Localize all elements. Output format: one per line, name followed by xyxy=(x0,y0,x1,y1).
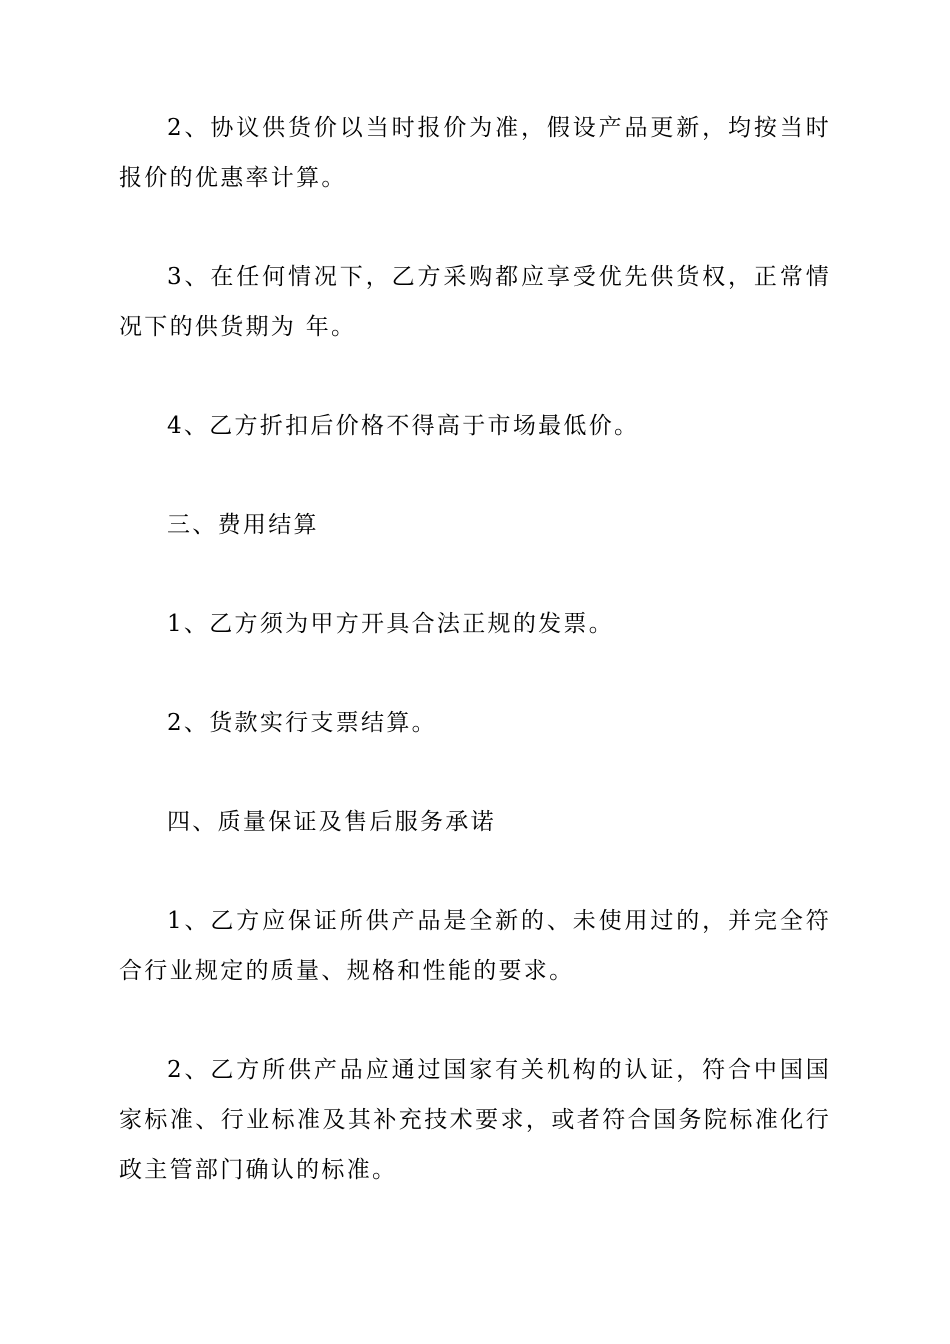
section-heading-quality: 四、质量保证及售后服务承诺 xyxy=(167,809,496,835)
paragraph-discount-price: 4、乙方折扣后价格不得高于市场最低价。 xyxy=(167,413,640,439)
paragraph-price-basis: 2、协议供货价以当时报价为准，假设产品更新，均按当时报价的优惠率计算。 xyxy=(119,115,831,191)
paragraph-supply-priority: 3、在任何情况下，乙方采购都应享受优先供货权，正常情况下的供货期为 年。 xyxy=(119,264,831,340)
section-heading-settlement: 三、费用结算 xyxy=(167,512,319,538)
paragraph-invoice: 1、乙方须为甲方开具合法正规的发票。 xyxy=(167,611,615,637)
paragraph-payment-method: 2、货款实行支票结算。 xyxy=(167,710,437,736)
document-body xyxy=(119,103,831,1195)
paragraph-new-products: 1、乙方应保证所供产品是全新的、未使用过的，并完全符合行业规定的质量、规格和性能的要求。 xyxy=(119,908,831,984)
paragraph-certification: 2、乙方所供产品应通过国家有关机构的认证，符合中国国家标准、行业标准及其补充技术要求，或者符合国务院标准化行政主管部门确认的标准。 xyxy=(119,1057,831,1183)
